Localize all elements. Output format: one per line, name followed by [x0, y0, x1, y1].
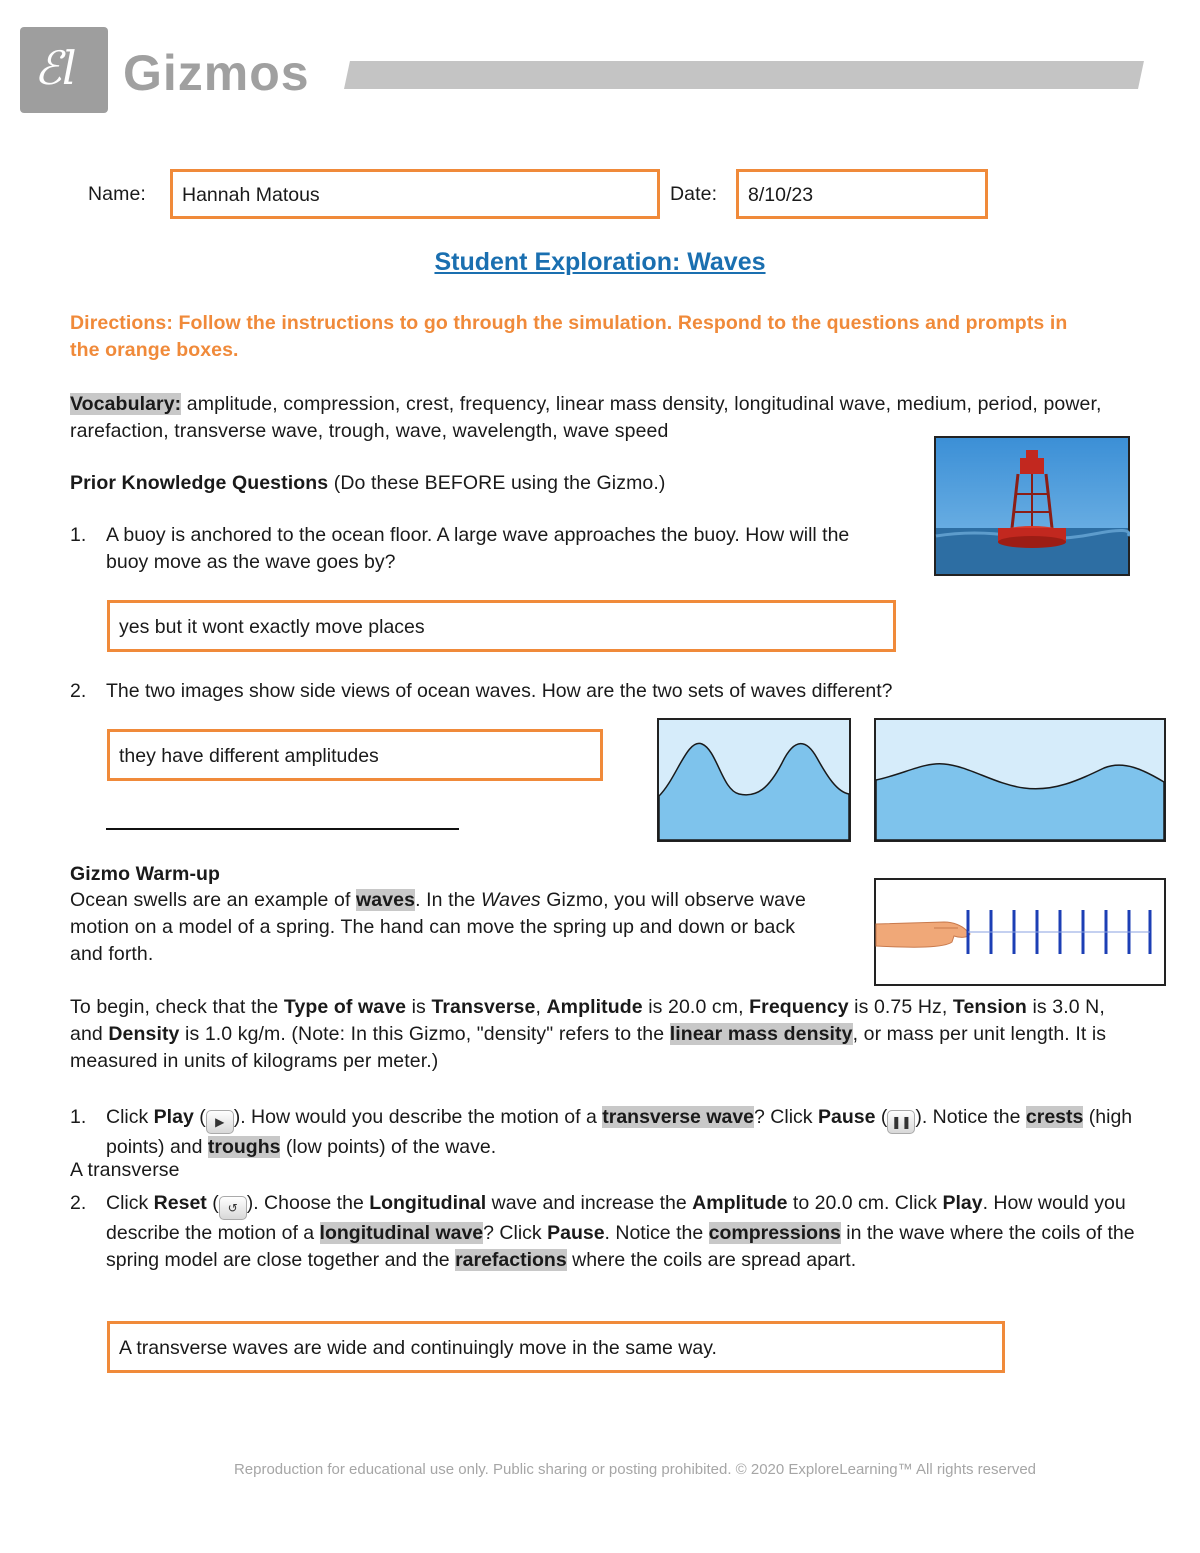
warmup-text: is — [406, 996, 432, 1018]
step-text: (low points) of the wave. — [280, 1136, 497, 1158]
prior-heading-title: Prior Knowledge Questions — [70, 472, 329, 494]
date-field[interactable] — [736, 169, 988, 219]
play-icon[interactable]: ▶ — [206, 1110, 234, 1134]
term-pause: Pause — [817, 1106, 876, 1128]
pause-icon[interactable]: ❚❚ — [887, 1110, 915, 1134]
step-1-answer[interactable]: A transverse — [70, 1159, 180, 1181]
step-text: Click — [106, 1192, 154, 1214]
warmup-text: To begin, check that the — [70, 996, 284, 1018]
name-label: Name: — [88, 183, 146, 205]
step-text: . Notice the — [604, 1222, 709, 1244]
step-2-text — [106, 1190, 1136, 1274]
term-tension: Tension — [952, 996, 1027, 1018]
vocabulary-label: Vocabulary: — [70, 393, 182, 415]
buoy-image — [934, 436, 1130, 576]
term-linear-mass-density: linear mass density — [669, 1023, 853, 1045]
step-text: Click — [106, 1106, 154, 1128]
answer-step-2-text: A transverse waves are wide and continuingly move in the same way. — [119, 1337, 717, 1359]
prior-heading — [70, 470, 666, 497]
step-text: wave and increase the — [486, 1192, 693, 1214]
question-1-text: A buoy is anchored to the ocean floor. A large wave approaches the buoy. How will the buoy move as the wave goes by? — [106, 524, 850, 573]
logo-mark-text: ℰl — [34, 41, 77, 95]
answer-1-text: yes but it wont exactly move places — [119, 616, 425, 638]
term-density: Density — [108, 1023, 180, 1045]
term-longitudinal-wave: longitudinal wave — [319, 1222, 484, 1244]
term-compressions: compressions — [708, 1222, 841, 1244]
directions: Directions: Follow the instructions to go through the simulation. Respond to the questions and prompts in the orange boxes. — [70, 312, 1068, 361]
warmup-text: is 0.75 Hz, — [848, 996, 953, 1018]
date-label: Date: — [670, 183, 718, 205]
warmup-text: is 1.0 kg/m. (Note: In this Gizmo, "density" refers to the — [179, 1023, 670, 1045]
answer-2-box[interactable] — [107, 729, 603, 781]
answer-step-2-box[interactable] — [107, 1321, 1005, 1373]
vocabulary-terms: amplitude, compression, crest, frequency, linear mass density, longitudinal wave, medium, period, power, rarefaction, transverse wave, trough, wave, wavelength, wave speed — [70, 393, 1102, 442]
logo-mark — [20, 27, 108, 113]
term-transverse: Transverse — [431, 996, 536, 1018]
reset-icon[interactable]: ↺ — [219, 1196, 247, 1220]
term-reset: Reset — [153, 1192, 207, 1214]
warmup-text: Ocean swells are an example of — [70, 889, 356, 911]
term-amplitude: Amplitude — [546, 996, 643, 1018]
step-2-number: 2. — [70, 1192, 87, 1214]
warmup-text: , — [535, 996, 547, 1018]
warmup-heading: Gizmo Warm-up — [70, 863, 221, 885]
header-bar — [344, 61, 1144, 89]
term-rarefactions: rarefactions — [455, 1249, 567, 1271]
step-text: in the wave where the coils of the spring model are close together and the — [106, 1222, 1135, 1271]
date-value: 8/10/23 — [748, 184, 814, 206]
step-text: ( — [206, 1192, 219, 1214]
question-2-text: The two images show side views of ocean waves. How are the two sets of waves different? — [106, 680, 893, 702]
term-longitudinal: Longitudinal — [369, 1192, 487, 1214]
step-text: ? Click — [754, 1106, 818, 1128]
step-text: where the coils are spread apart. — [566, 1249, 857, 1271]
term-play: Play — [942, 1192, 983, 1214]
step-text: ). How would you describe the motion of a — [233, 1106, 603, 1128]
term-type-of-wave: Type of wave — [283, 996, 407, 1018]
step-1-text — [106, 1104, 1136, 1161]
term-waves: waves — [356, 889, 416, 911]
warmup-paragraph-2 — [70, 994, 1135, 1075]
term-amplitude: Amplitude — [692, 1192, 788, 1214]
term-troughs: troughs — [207, 1136, 281, 1158]
brand-name: Gizmos — [123, 45, 310, 101]
warmup-text: Gizmo, you will observe wave motion on a model of a spring. The hand can move the spring up and down or back and forth. — [70, 889, 806, 965]
warmup-text: is 20.0 cm, — [642, 996, 750, 1018]
question-1-number: 1. — [70, 524, 87, 546]
name-field[interactable] — [170, 169, 660, 219]
spring-image — [874, 878, 1166, 986]
term-frequency: Frequency — [749, 996, 849, 1018]
term-play: Play — [153, 1106, 194, 1128]
warmup-text: . In the — [415, 889, 482, 911]
warmup-paragraph-1 — [70, 887, 830, 968]
step-text: . How would you describe the motion of a — [106, 1192, 1126, 1244]
step-text: ? Click — [483, 1222, 548, 1244]
question-2-number: 2. — [70, 680, 87, 702]
answer-2-underline — [106, 828, 459, 830]
term-crests: crests — [1025, 1106, 1084, 1128]
step-text: (high points) and — [106, 1106, 1133, 1158]
step-text: ( — [875, 1106, 888, 1128]
name-value: Hannah Matous — [182, 184, 320, 206]
step-text: to 20.0 cm. Click — [787, 1192, 943, 1214]
answer-2-text: they have different amplitudes — [119, 745, 379, 767]
gizmo-name: Waves — [481, 889, 541, 911]
term-pause: Pause — [547, 1222, 605, 1244]
wave-image-short — [874, 718, 1166, 842]
page-title: Student Exploration: Waves — [434, 248, 766, 276]
step-1-number: 1. — [70, 1106, 87, 1128]
warmup-text: , or mass per unit length. It is measured in units of kilograms per meter.) — [70, 1023, 1107, 1072]
answer-1-box[interactable] — [107, 600, 896, 652]
step-text: ( — [193, 1106, 206, 1128]
wave-image-tall — [657, 718, 851, 842]
step-text: ). Notice the — [915, 1106, 1026, 1128]
term-transverse-wave: transverse wave — [602, 1106, 755, 1128]
prior-heading-note: (Do these BEFORE using the Gizmo.) — [328, 472, 666, 494]
footer-copyright: Reproduction for educational use only. Public sharing or posting prohibited. © 2020 ExploreLearning™ All rights reserved — [233, 1461, 1037, 1478]
step-text: ). Choose the — [246, 1192, 370, 1214]
warmup-text: is 3.0 N, and — [70, 996, 1105, 1045]
